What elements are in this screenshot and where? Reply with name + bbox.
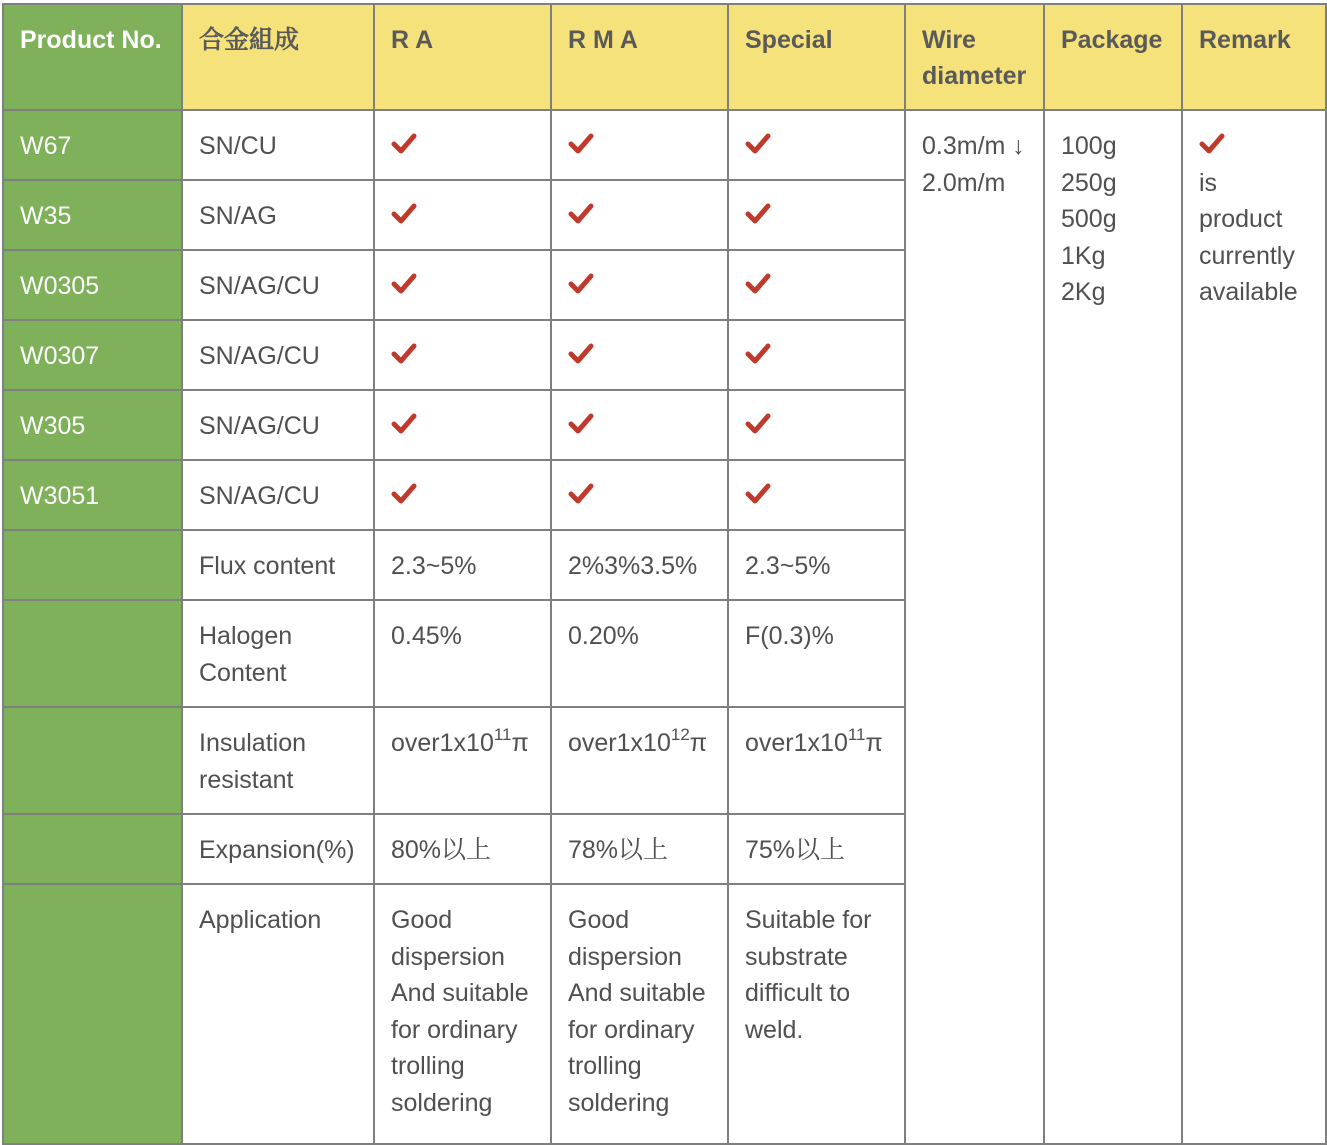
insulation-ra bbox=[374, 707, 551, 814]
ra-check-cell bbox=[374, 320, 551, 390]
header-special: Special bbox=[728, 4, 905, 110]
insulation-special bbox=[728, 707, 905, 814]
application-special-line: substrate bbox=[745, 942, 848, 971]
insulation-prefix: over1x10 bbox=[745, 729, 848, 757]
header-package: Package bbox=[1044, 4, 1182, 110]
application-ra-line: soldering bbox=[391, 1088, 493, 1117]
expansion-rma: 78%以上 bbox=[551, 814, 728, 884]
rma-check-cell bbox=[551, 390, 728, 460]
special-check-cell bbox=[728, 110, 905, 180]
product-no-empty bbox=[3, 884, 182, 1144]
check-mark-icon bbox=[391, 481, 417, 507]
special-check-cell bbox=[728, 460, 905, 530]
application-ra-line: And suitable bbox=[391, 979, 529, 1007]
check-mark-icon bbox=[745, 481, 771, 507]
product-no-empty bbox=[3, 707, 182, 814]
halogen-content-label-line2: Content bbox=[199, 658, 287, 687]
wire-diameter-value: 0.3m/m ↓ bbox=[922, 132, 1025, 160]
alloy: SN/AG/CU bbox=[182, 390, 374, 460]
application-ra-line: dispersion bbox=[391, 942, 505, 971]
halogen-content-label-line1: Halogen bbox=[199, 622, 293, 650]
alloy: SN/AG/CU bbox=[182, 460, 374, 530]
application-special-line: weld. bbox=[745, 1015, 804, 1044]
application-ra bbox=[374, 884, 551, 1144]
product-no: W3051 bbox=[3, 460, 182, 530]
product-no: W67 bbox=[3, 110, 182, 180]
remark-cell bbox=[1182, 110, 1326, 1144]
check-mark-icon bbox=[1199, 131, 1225, 157]
package-value: 500g bbox=[1061, 205, 1117, 233]
application-ra-line: for ordinary bbox=[391, 1015, 518, 1044]
wire-diameter-cell bbox=[905, 110, 1044, 1144]
product-no: W305 bbox=[3, 390, 182, 460]
product-no-empty bbox=[3, 600, 182, 707]
check-mark-icon bbox=[745, 271, 771, 297]
package-value: 1Kg bbox=[1061, 241, 1106, 270]
special-check-cell bbox=[728, 390, 905, 460]
alloy: SN/AG bbox=[182, 180, 374, 250]
expansion-ra: 80%以上 bbox=[374, 814, 551, 884]
insulation-label-line2: resistant bbox=[199, 765, 294, 794]
check-mark-icon bbox=[568, 271, 594, 297]
application-rma bbox=[551, 884, 728, 1144]
check-mark-icon bbox=[391, 201, 417, 227]
alloy: SN/AG/CU bbox=[182, 320, 374, 390]
product-no: W0307 bbox=[3, 320, 182, 390]
header-ra: R A bbox=[374, 4, 551, 110]
special-check-cell bbox=[728, 250, 905, 320]
insulation-unit: π bbox=[511, 729, 529, 757]
application-rma-line: Good bbox=[568, 906, 630, 934]
insulation-unit: π bbox=[865, 729, 883, 757]
package-value: 2Kg bbox=[1061, 278, 1106, 306]
insulation-exponent: 12 bbox=[670, 724, 690, 744]
special-check-cell bbox=[728, 320, 905, 390]
halogen-content-special: F(0.3)% bbox=[728, 600, 905, 707]
header-row bbox=[3, 4, 1326, 110]
remark-text: currently bbox=[1199, 241, 1295, 270]
flux-content-special: 2.3~5% bbox=[728, 530, 905, 600]
check-mark-icon bbox=[391, 131, 417, 157]
header-product-no: Product No. bbox=[3, 4, 182, 110]
check-mark-icon bbox=[568, 341, 594, 367]
application-rma-line: And suitable bbox=[568, 979, 706, 1007]
check-mark-icon bbox=[568, 131, 594, 157]
ra-check-cell bbox=[374, 250, 551, 320]
application-ra-line: trolling bbox=[391, 1052, 465, 1080]
insulation-rma bbox=[551, 707, 728, 814]
application-rma-line: soldering bbox=[568, 1088, 670, 1117]
rma-check-cell bbox=[551, 460, 728, 530]
special-check-cell bbox=[728, 180, 905, 250]
insulation-prefix: over1x10 bbox=[391, 729, 494, 757]
halogen-content-ra: 0.45% bbox=[374, 600, 551, 707]
rma-check-cell bbox=[551, 110, 728, 180]
flux-content-label: Flux content bbox=[182, 530, 374, 600]
halogen-content-rma: 0.20% bbox=[551, 600, 728, 707]
package-value: 250g bbox=[1061, 168, 1117, 197]
flux-content-ra: 2.3~5% bbox=[374, 530, 551, 600]
ra-check-cell bbox=[374, 390, 551, 460]
ra-check-cell bbox=[374, 180, 551, 250]
check-mark-icon bbox=[391, 271, 417, 297]
check-mark-icon bbox=[391, 411, 417, 437]
header-remark: Remark bbox=[1182, 4, 1326, 110]
remark-text: is bbox=[1199, 168, 1218, 197]
remark-text: product bbox=[1199, 205, 1283, 233]
remark-text: available bbox=[1199, 278, 1298, 306]
rma-check-cell bbox=[551, 320, 728, 390]
product-no-empty bbox=[3, 530, 182, 600]
check-mark-icon bbox=[745, 341, 771, 367]
product-no: W0305 bbox=[3, 250, 182, 320]
application-ra-line: Good bbox=[391, 906, 453, 934]
product-no: W35 bbox=[3, 180, 182, 250]
application-label: Application bbox=[182, 884, 374, 1144]
expansion-label: Expansion(%) bbox=[182, 814, 374, 884]
wire-diameter-value: 2.0m/m bbox=[922, 168, 1006, 197]
insulation-prefix: over1x10 bbox=[568, 729, 671, 757]
flux-content-rma: 2%3%3.5% bbox=[551, 530, 728, 600]
rma-check-cell bbox=[551, 180, 728, 250]
check-mark-icon bbox=[568, 201, 594, 227]
header-alloy: 合金組成 bbox=[182, 4, 374, 110]
insulation-label bbox=[182, 707, 374, 814]
alloy: SN/AG/CU bbox=[182, 250, 374, 320]
application-special-line: difficult to bbox=[745, 979, 851, 1007]
check-mark-icon bbox=[745, 411, 771, 437]
product-row bbox=[3, 110, 1326, 180]
check-mark-icon bbox=[568, 411, 594, 437]
product-spec-table bbox=[2, 3, 1327, 1145]
application-rma-line: dispersion bbox=[568, 942, 682, 971]
header-wire-diameter-line2: diameter bbox=[922, 62, 1027, 90]
insulation-exponent: 11 bbox=[847, 724, 866, 744]
check-mark-icon bbox=[391, 341, 417, 367]
check-mark-icon bbox=[568, 481, 594, 507]
header-wire-diameter-line1: Wire bbox=[922, 26, 976, 54]
application-rma-line: trolling bbox=[568, 1052, 642, 1080]
product-no-empty bbox=[3, 814, 182, 884]
expansion-special: 75%以上 bbox=[728, 814, 905, 884]
halogen-content-label bbox=[182, 600, 374, 707]
application-special bbox=[728, 884, 905, 1144]
header-wire-diameter bbox=[905, 4, 1044, 110]
insulation-unit: π bbox=[689, 729, 708, 757]
check-mark-icon bbox=[745, 131, 771, 157]
ra-check-cell bbox=[374, 110, 551, 180]
header-rma: R M A bbox=[551, 4, 728, 110]
package-value: 100g bbox=[1061, 132, 1117, 160]
package-cell bbox=[1044, 110, 1182, 1144]
check-mark-icon bbox=[745, 201, 771, 227]
rma-check-cell bbox=[551, 250, 728, 320]
ra-check-cell bbox=[374, 460, 551, 530]
application-rma-line: for ordinary bbox=[568, 1015, 695, 1044]
alloy: SN/CU bbox=[182, 110, 374, 180]
insulation-exponent: 11 bbox=[493, 724, 512, 744]
insulation-label-line1: Insulation bbox=[199, 729, 307, 757]
application-special-line: Suitable for bbox=[745, 906, 872, 934]
